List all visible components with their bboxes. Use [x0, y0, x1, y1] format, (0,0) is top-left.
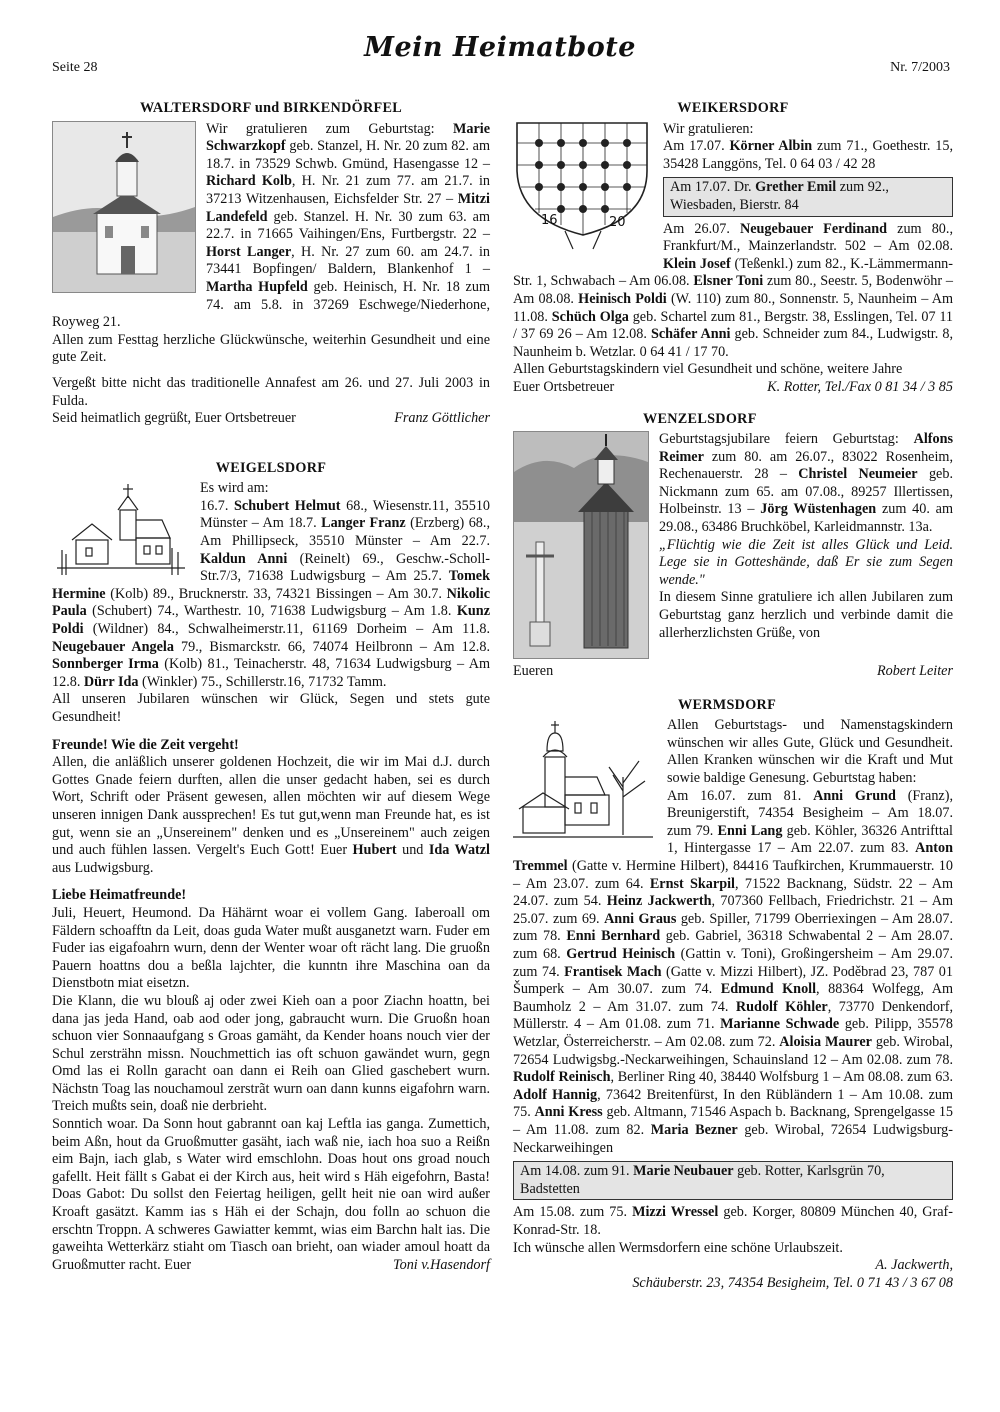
signature-address: Schäuberstr. 23, 74354 Besigheim, Tel. 0 71 43 / 3 67 08 — [632, 1274, 953, 1291]
wishes-text: All unseren Jubilaren wünschen wir Glück, Segen und stets gute Gesundheit! — [52, 691, 490, 725]
freunde-text: Allen, die anläßlich unserer goldenen Hochzeit, die wir im Mai d.J. durch Gottes Gnade feiern durften, allen die unser gedacht haben, sei es durch Wort, Schrift oder Präsent gewesen, allen möchten wir auf diesem Wege unseren innigen Dank aussprechen! Es tut gut,wenn man Freunde hat, es ist gut, wenn sie an „Unsereinem" denken und es „Unsereinem" auch zeigen und auch fühlen lassen. Vergelt's Euch Gott! Euer Hubert und Ida Watzl aus Ludwigsburg. — [52, 754, 490, 876]
chapel-photo — [52, 121, 196, 293]
dialect-paragraph-2: Die Klann, die wu blouß aj oder zwei Kieh oan a poor Ziachn hoattn, bei dana jas jeda Hand, oab aod oder jong, gabraucht wurn. Die Gruoßn hoan schuon vier Sonnaaufgang s Groas gamäht, da Kender hoans nouch vier der Schul zersträhn missn. Nouchmettich ias oft schuon gawändet wurn, gegn Omd las ei Rolln garacht oan dann ei Reih oan Glied gaschebert wurn. Nächstn Toag las nouchamoul zerstrãt wurn oan dann kunns eigafohrn warn. Treich mußts sein, doaß nie derbrieht. — [52, 992, 490, 1115]
signature-line — [513, 663, 953, 681]
highlight-box: Am 14.08. zum 91. Marie Neubauer geb. Rotter, Karlsgrün 70, Badstetten — [513, 1161, 953, 1200]
section-wenzelsdorf — [513, 411, 953, 681]
section-title: WEIKERSDORF — [677, 100, 789, 116]
greeting: Seid heimatlich gegrüßt, Euer Ortsbetreuer — [52, 410, 296, 427]
birthday-list-continued: Am 26.07. Neugebauer Ferdinand zum 80., Frankfurt/M., Mainzerlandstr. 502 – Am 02.08. Klein Josef (Teßenkl.) zum 82., K.-Lämmermann-Str. 1, Schwabach – Am 06.08. Elsner Toni zum 80., Seestr. 5, Bodenwöhr – Am 08.08. Heinisch Poldi (W. 110) zum 80., Sonnenstr. 5, Naunheim – Am 11.08. Schüch Olga geb. Schartel zum 81., Bergstr. 38, Esslingen, Tel. 07 11 / 37 69 26 – Am 12.08. Schäfer Anni geb. Schneider zum 84., Ludwigstr. 8, Naunheim b. Wetzlar. 0 64 41 / 17 70. — [513, 220, 954, 360]
section-weigelsdorf — [52, 460, 490, 1275]
section-wermsdorf — [513, 697, 953, 1293]
village-drawing — [52, 480, 190, 580]
highlight-box: Am 17.07. Dr. Grether Emil zum 92., Wiesbaden, Bierstr. 84 — [663, 177, 953, 216]
left-column — [52, 100, 490, 1274]
birthday-list-continued: Am 15.08. zum 75. Mizzi Wressel geb. Korger, 80809 München 40, Graf-Konrad-Str. 18. Ich wünsche allen Wermsdorfern eine schöne Urlaubszeit. — [513, 1204, 954, 1256]
section-weikersdorf — [513, 100, 953, 397]
subheading-freunde: Freunde! Wie die Zeit vergeht! — [52, 736, 239, 753]
signature-name: K. Rotter, Tel./Fax 0 81 34 / 3 85 — [767, 378, 953, 395]
section-title: WENZELSDORF — [643, 410, 757, 427]
dialect-paragraph-3 — [52, 1116, 490, 1274]
birthday-list: Wir gratulieren zum Geburtstag: Marie Schwarzkopf geb. Stanzel, H. Nr. 20 zum 82. am 18.7. in 73529 Schwb. Gmünd, Hasengasse 12 – Richard Kolb, H. Nr. 21 zum 77. am 21.7. in 37213 Witzenhausen, Eichsfelder Str. 27 – Mitzi Landefeld geb. Stanzel. H. Nr. 30 zum 63. am 22.7. in 71665 Vaihingen/Ens, Furtbergstr. 22 – Horst Langer, H. Nr. 27 zum 60. am 24.7. in 73441 Bopfingen/ Baldern, Blankenhof 1 – Martha Hupfeld geb. Heinisch, H. Nr. 18 zum 74. am 5.8. in 37269 Eschwege/Niederhone, Royweg 21. — [52, 120, 491, 331]
wishes-text: Allen zum Festtag herzliche Glückwünsche, weiterhin Gesundheit und eine gute Zeit. — [52, 331, 490, 366]
signature-line — [52, 410, 490, 428]
birthday-list: Es wird am: 16.7. Schubert Helmut 68., Wiesenstr.11, 35510 Münster – Am 18.7. Langer Franz (Erzberg) 68., Am Phillipseck, 35510 Münster – Am 22.7. Kaldun Anni (Reinelt) 69., Geschw.-Scholl-Str.7/3, 71638 Ludwigsburg – Am 25.7. Tomek Hermine (Kolb) 89., Brucknerstr. 33, 74321 Bissingen – Am 30.7. Nikolic Paula (Schubert) 74., Warthestr. 10, 71638 Ludwigsburg – Am 1.8. Kunz Poldi (Wildner) 84., Schwalheimerstr.11, 61169 Dorheim – Am 11.8. Neugebauer Angela 79., Bismarckstr. 66, 74074 Heilbronn – Am 12.8. Sonnberger Irma (Kolb) 81., Teinacherstr. 48, 71634 Ludwigsburg – Am 12.8. Dürr Ida (Winkler) 75., Schillerstr.16, 71732 Tamm. — [52, 480, 491, 690]
coat-of-arms — [513, 121, 653, 253]
section-title: WERMSDORF — [678, 696, 777, 713]
signature-line — [513, 379, 953, 397]
issue-number: Nr. 7/2003 — [890, 60, 950, 75]
dialect-paragraph-3-text: Sonntich woar. Da Sonn hout gabrannt oan kaj Leftla ias ganga. Zumettich, beim Aßn, hout da Gruoßmutter gasäht, iach waß nie, iach hoa suo a Reißn eim Bajn, iach glab, s Water wird emschlohn. Doas hout ons groad nouch gafellt. Heit fällt s Gabat ei der Kirch aus, heit wird s Häh eigefohrn, Basta! Doas Gabot: Du sollst den Feiertag heiligen, gellt heit nie oan wird außer Kroaft gasätzt. Kamm ias s Häh ei der Schajn, dou folln ao schuon die erschtn Troppn. A schweres Gawiatter kemmt, wias eim Barchn halt ias. Die gaweihta Wetterkärz stiaht om Tiasch oan brieht, oan wiader amoul hoatt da Gruoßmutter racht. Euer — [52, 1116, 490, 1273]
quote-text: „Flüchtig wie die Zeit ist alles Glück und Leid. Lege sie in Gotteshände, daß Er sie zum Segen wende." — [659, 536, 953, 588]
greeting: Euer Ortsbetreuer — [513, 378, 615, 395]
greeting: Eueren — [513, 663, 554, 680]
birthday-list: Allen Geburtstags- und Namenstagskindern wünschen wir alles Gute, Glück und Gesundheit. Allen Kranken wünschen wir die Kraft und Mut sowie baldige Genesung. Geburtstag haben: Am 16.07. zum 81. Anni Grund (Franz), Breunigerstift, 74354 Besigheim – Am 18.07. zum 79. Enni Lang geb. Köhler, 36326 Antrifttal 1, Hintergasse 17 – Am 22.07. zum 83. Anton Tremmel (Gatte v. Hermine Hilbert), 84416 Taufkirchen, Krummauerstr. 10 – Am 23.07. zum 64. Ernst Skarpil, 71522 Backnang, Südstr. 22 – Am 24.07. zum 54. Heinz Jackwerth, 707360 Fellbach, Friedrichstr. 21 – Am 25.07. zum 69. Anni Graus geb. Spiller, 71799 Oberriexingen – Am 28.07. zum 78. Enni Bernhard geb. Gabriel, 36318 Schwabental 2 – Am 28.07. zum 68. Gertrud Heinisch (Gattin v. Toni), Großingersheim – Am 29.07. zum 74. Frantisek Mach (Gatte v. Mizzi Hilbert), JZ. Poděbrad 23, 787 01 Šumperk – Am 30.07. zum 74. Edmund Knoll, 88364 Wolfegg, Am Baumholz 2 – Am 31.07. zum 74. Rudolf Köhler, 73770 Denkendorf, Müllerstr. 4 – Am 01.08. zum 71. Marianne Schwade geb. Pilipp, 35578 Wetzlar, Österreicherstr. – Am 02.08. zum 72. Aloisia Maurer geb. Wirobal, 72654 Ludwigsbg.-Neckarweihingen, Schauinsland 12 – Am 02.08. zum 78. Rudolf Reinisch, Berliner Ring 40, 38440 Wolfsburg 1 – Am 08.08. zum 63. Adolf Hannig, 73642 Breitenfürst, In den Rübländern 1 – Am 10.08. zum 75. Anni Kress geb. Altmann, 71546 Aspach b. Backnang, Sprengelgasse 15 – Am 11.08. zum 82. Maria Bezner geb. Wirobal, 72654 Ludwigsburg-Neckarweihingen — [513, 717, 954, 1156]
church-drawing — [513, 717, 657, 849]
closing-text: In diesem Sinne gratuliere ich allen Jubilaren zum Geburtstag ganz herzlich und verbinde damit die allerherzlichsten Grüße, von — [659, 589, 953, 641]
section-waltersdorf — [52, 100, 490, 428]
wishes-text: Allen Geburtstagskindern viel Gesundheit und schöne, weitere Jahre — [513, 361, 903, 378]
masthead-title: Mein Heimatbote — [364, 32, 636, 63]
signature-name: Toni v.Hasendorf — [393, 1256, 490, 1273]
section-title: WEIGELSDORF — [215, 459, 327, 476]
subheading-heimatfreunde: Liebe Heimatfreunde! — [52, 887, 187, 904]
crest-year-right: 20 — [609, 215, 626, 230]
signature-name: Robert Leiter — [876, 663, 953, 680]
signature-name: A. Jackwerth, — [875, 1257, 953, 1274]
birthday-list: Geburtstagsjubilare feiern Geburtstag: Alfons Reimer zum 80. am 26.07., 83022 Rosenheim, Rechenauerstr. 28 – Christel Neumeier geb. Nickmann zum 65. am 07.08., 89257 Illertissen, Holbeinstr. 13 – Jörg Wüstenhagen zum 40. am 29.08., 63486 Bruchköbel, Karleidmannstr. 13a. — [659, 431, 953, 536]
wayside-chapel-photo — [513, 431, 649, 659]
section-title: WALTERSDORF und BIRKENDÖRFEL — [139, 100, 402, 116]
birthday-list: Wir gratulieren: Am 17.07. Körner Albin zum 71., Goethestr. 15, 35428 Langgöns, Tel. 0 64 03 / 42 28 — [663, 120, 954, 172]
right-column — [513, 100, 953, 1292]
crest-year-left: 16 — [541, 213, 558, 228]
dialect-paragraph-1: Juli, Heuert, Heumond. Da Hähärnt woar ei vollem Gang. Iaberoall om Fäldern schoafftn da Leit, doas guda Water mußt ausganetzt warn. Fuder em Fuder ias eigafoahrn wurn, denn der Wenter woar oft rächt lang. Die gruoßn Pauern hoattns dou a beßla lajchter, die kunntn ihre Maschina oan da Dienstbotn miat eisetzn. — [52, 904, 490, 992]
page-number: Seite 28 — [52, 60, 98, 75]
signature-name: Franz Göttlicher — [394, 410, 490, 427]
annafest-note: Vergeßt bitte nicht das traditionelle Annafest am 26. und 27. Juli 2003 in Fulda. — [52, 374, 490, 409]
